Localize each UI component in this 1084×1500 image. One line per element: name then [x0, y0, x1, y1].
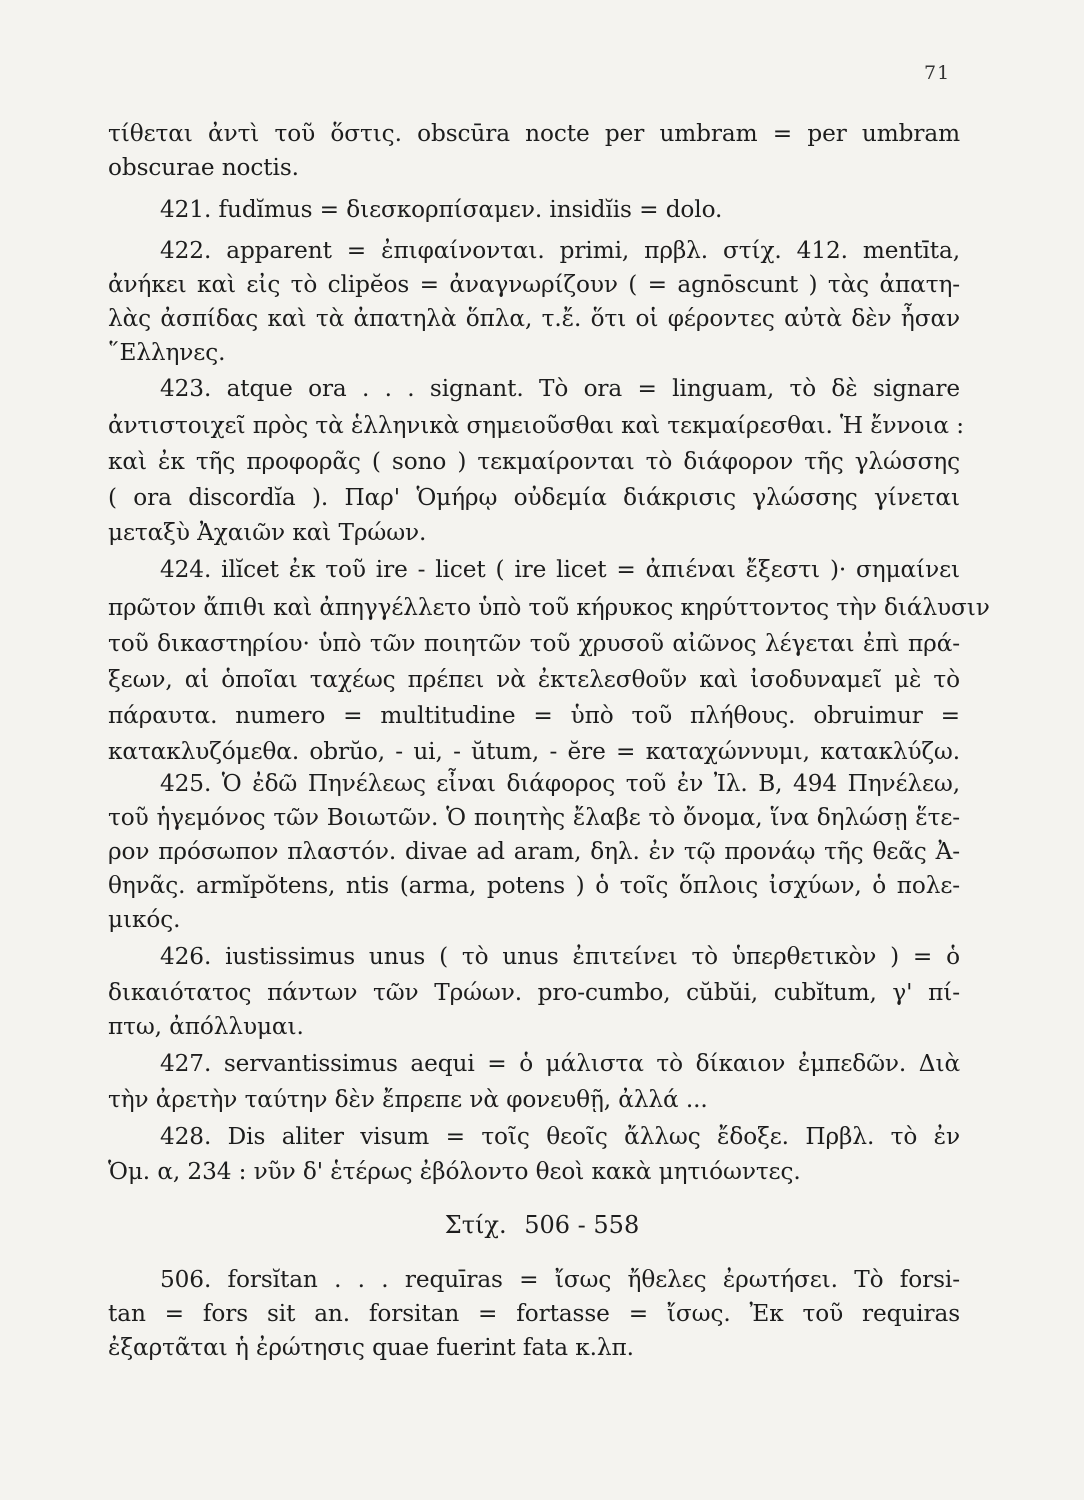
- text-line: τοῦ ἡγεμόνος τῶν Βοιωτῶν. Ὁ ποιητὴς ἔλαβε τὸ ὄνομα, ἵνα δηλώσῃ ἕτε-: [108, 804, 960, 831]
- text-line: obscurae noctis.: [108, 154, 299, 181]
- page-number: 71: [924, 62, 951, 84]
- text-line: 421. fudĭmus = διεσκορπίσαμεν. insidĭis = dolo.: [160, 196, 723, 223]
- text-line: πάραυτα. numero = multitudine = ὑπὸ τοῦ πλήθους. obruimur =: [108, 702, 960, 729]
- text-line: καὶ ἐκ τῆς προφορᾶς ( sono ) τεκμαίρονται τὸ διάφορον τῆς γλώσσης: [108, 448, 960, 475]
- section-range: 506 - 558: [524, 1211, 640, 1239]
- text-line: ξεων, αἱ ὁποῖαι ταχέως πρέπει νὰ ἐκτελεσθοῦν καὶ ἰσοδυναμεῖ μὲ τὸ: [108, 666, 960, 693]
- text-line: 422. apparent = ἐπιφαίνονται. primi, πρβλ. στίχ. 412. mentīta,: [160, 237, 960, 264]
- text-line: ἐξαρτᾶται ἡ ἐρώτησις quae fuerint fata κ.λπ.: [108, 1334, 634, 1361]
- text-line: ῞Ελληνες.: [108, 339, 226, 366]
- text-line: ( ora discordĭa ). Παρ' Ὁμήρῳ οὐδεμία διάκρισις γλώσσης γίνεται: [108, 484, 960, 511]
- text-line: 427. servantissimus aequi = ὁ μάλιστα τὸ δίκαιον ἐμπεδῶν. Διὰ: [160, 1050, 960, 1077]
- text-line: τίθεται ἀντὶ τοῦ ὅστις. obscūra nocte per umbram = per umbram: [108, 120, 960, 147]
- text-line: λὰς ἀσπίδας καὶ τὰ ἀπατηλὰ ὅπλα, τ.ἔ. ὅτι οἱ φέροντες αὐτὰ δὲν ἦσαν: [108, 305, 960, 332]
- text-line: 423. atque ora . . . signant. Τὸ ora = linguam, τὸ δὲ signare: [160, 375, 960, 402]
- text-line: tan = fors sit an. forsitan = fortasse = ἴσως. Ἐκ τοῦ requiras: [108, 1300, 960, 1327]
- text-line: δικαιότατος πάντων τῶν Τρώων. pro-cumbo, cŭbŭi, cubĭtum, γ' πί-: [108, 979, 960, 1006]
- text-line: Ὁμ. α, 234 : νῦν δ' ἑτέρως ἐβόλοντο θεοὶ κακὰ μητιόωντες.: [108, 1158, 801, 1185]
- text-line: τὴν ἀρετὴν ταύτην δὲν ἔπρεπε νὰ φονευθῇ, ἀλλά ...: [108, 1086, 708, 1113]
- text-line: ἀντιστοιχεῖ πρὸς τὰ ἑλληνικὰ σημειοῦσθαι καὶ τεκμαίρεσθαι. Ἡ ἔννοια :: [108, 412, 964, 439]
- text-line: μικός.: [108, 906, 181, 933]
- text-line: 424. ilĭcet ἐκ τοῦ ire - licet ( ire licet = ἀπιέναι ἔξεστι )· σημαίνει: [160, 556, 960, 583]
- text-line: μεταξὺ Ἀχαιῶν καὶ Τρώων.: [108, 519, 427, 546]
- text-line: 425. Ὁ ἐδῶ Πηνέλεως εἶναι διάφορος τοῦ ἐν Ἰλ. Β, 494 Πηνέλεω,: [160, 770, 960, 797]
- section-label: Στίχ.: [444, 1211, 507, 1239]
- text-line: θηνᾶς. armĭpŏtens, ntis (arma, potens ) ὁ τοῖς ὅπλοις ἰσχύων, ὁ πολε-: [108, 872, 960, 899]
- text-line: 426. iustissimus unus ( τὸ unus ἐπιτείνει τὸ ὑπερθετικὸν ) = ὁ: [160, 943, 960, 970]
- text-line: τοῦ δικαστηρίου· ὑπὸ τῶν ποιητῶν τοῦ χρυσοῦ αἰῶνος λέγεται ἐπὶ πρά-: [108, 630, 960, 657]
- text-line: πτω, ἀπόλλυμαι.: [108, 1013, 304, 1040]
- text-line: 506. forsĭtan . . . requīras = ἴσως ἤθελες ἐρωτήσει. Τὸ forsi-: [160, 1266, 960, 1293]
- text-line: ἀνήκει καὶ εἰς τὸ clipĕos = ἀναγνωρίζουν ( = agnōscunt ) τὰς ἀπατη-: [108, 271, 960, 298]
- text-line: κατακλυζόμεθα. obrŭo, - ui, - ŭtum, - ĕre = καταχώννυμι, κατακλύζω.: [108, 738, 960, 765]
- text-line: πρῶτον ἄπιθι καὶ ἀπηγγέλλετο ὑπὸ τοῦ κήρυκος κηρύττοντος τὴν διάλυσιν: [108, 594, 990, 621]
- text-line: ρον πρόσωπον πλαστόν. divae ad aram, δηλ. ἐν τῷ προνάῳ τῆς θεᾶς Ἀ-: [108, 838, 960, 865]
- section-heading: [0, 1208, 1084, 1242]
- text-line: 428. Dis aliter visum = τοῖς θεοῖς ἄλλως ἔδοξε. Πρβλ. τὸ ἐν: [160, 1123, 960, 1150]
